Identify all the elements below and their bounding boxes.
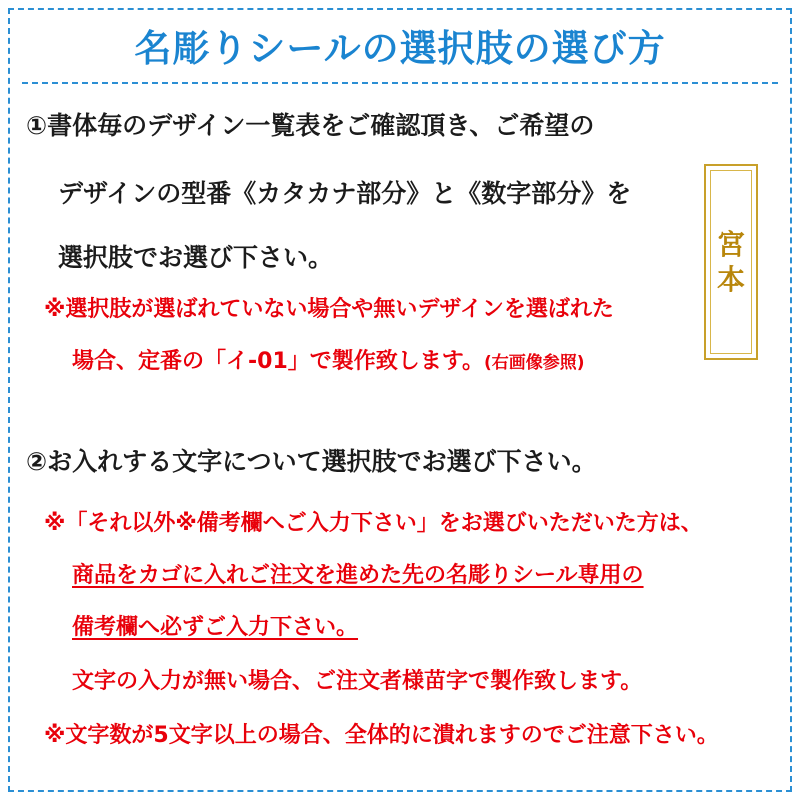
section1-line3: 選択肢でお選び下さい。 bbox=[58, 243, 334, 272]
section1-line2: デザインの型番《カタカナ部分》と《数字部分》を bbox=[58, 179, 632, 208]
section1-note1: ※選択肢が選ばれていない場合や無いデザインを選ばれた bbox=[44, 297, 614, 322]
sample-sticker-text bbox=[706, 166, 756, 358]
section2-note5: ※文字数が5文字以上の場合、全体的に潰れますのでご注意下さい。 bbox=[44, 723, 719, 748]
section2-note1: ※「それ以外※備考欄へご入力下さい」をお選びいただいた方は、 bbox=[44, 511, 703, 536]
section2-note3: 備考欄へ必ずご入力下さい。 bbox=[72, 615, 359, 640]
section2-note4: 文字の入力が無い場合、ご注文者様苗字で製作致します。 bbox=[72, 669, 643, 694]
document-body bbox=[24, 96, 776, 784]
section2-line1: ②お入れする文字について選択肢でお選び下さい。 bbox=[26, 447, 597, 476]
sample-sticker-image bbox=[704, 164, 758, 360]
title-divider bbox=[22, 82, 778, 84]
sample-char-2: 本 bbox=[716, 263, 745, 296]
section2-note2: 商品をカゴに入れご注文を進めた先の名彫りシール専用の bbox=[72, 563, 644, 588]
section1-note2 bbox=[72, 344, 585, 375]
section1-note2-main: 場合、定番の「イ-01」で製作致します。 bbox=[72, 349, 484, 374]
section1-note2-sub: (右画像参照) bbox=[484, 353, 585, 373]
section1-line1: ①書体毎のデザイン一覧表をご確認頂き、ご希望の bbox=[26, 111, 595, 140]
page-title: 名彫りシールの選択肢の選び方 bbox=[134, 27, 666, 70]
sample-char-1: 宮 bbox=[716, 228, 745, 261]
